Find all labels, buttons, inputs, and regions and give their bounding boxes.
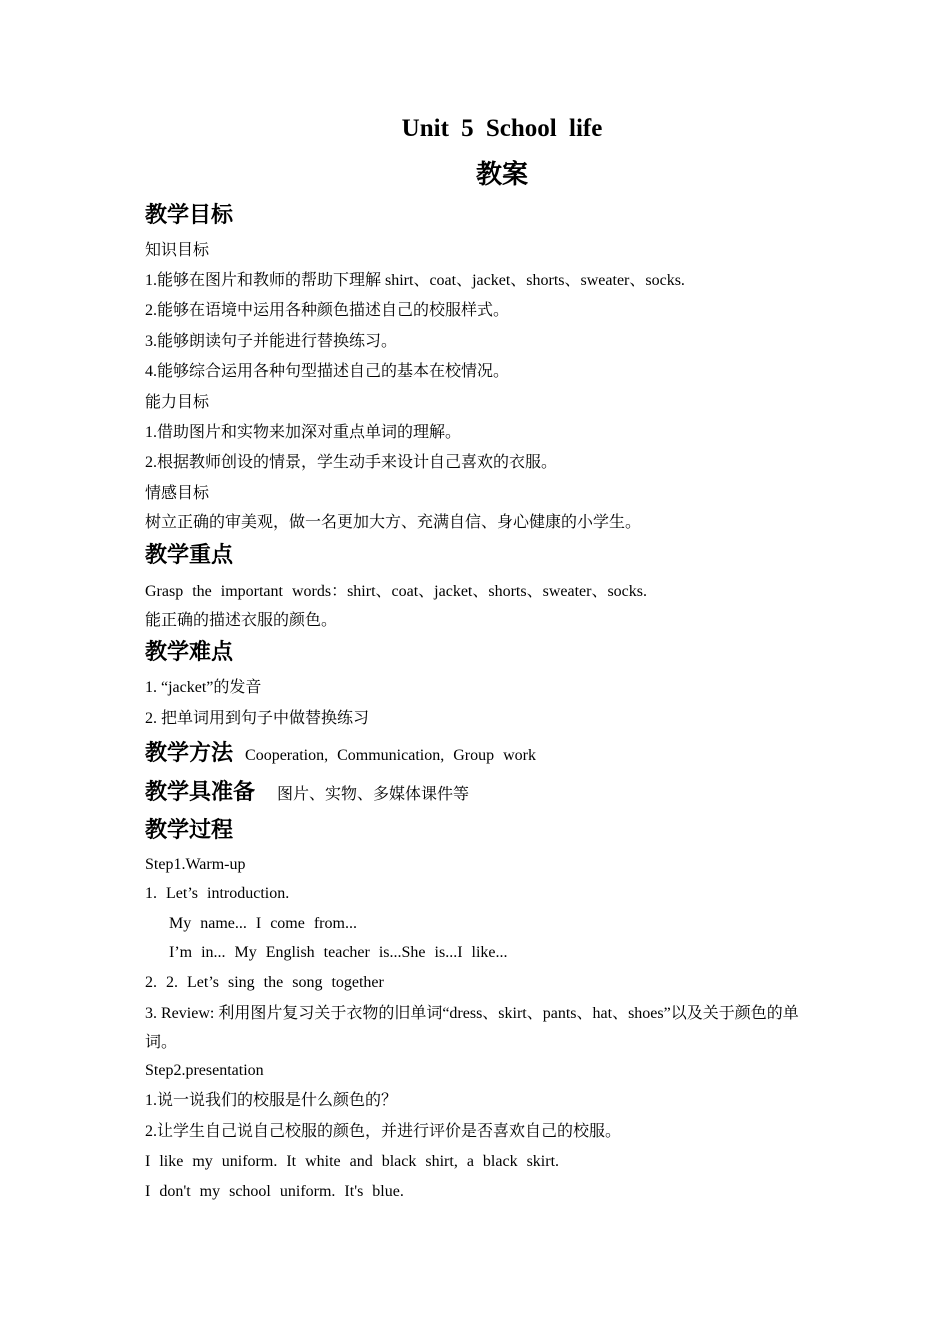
methods-value: Cooperation, Communication, Group work (245, 747, 536, 764)
step2-item-3: I like my uniform. It white and black shirt, a black skirt. (145, 1153, 560, 1170)
knowledge-objective-1: 1.能够在图片和教师的帮助下理解 shirt、coat、jacket、shorts、sweater、socks. (145, 272, 685, 289)
step2-item-4: I don't my school uniform. It's blue. (145, 1183, 404, 1200)
step2-item-2: 2.让学生自己说自己校服的颜色，并进行评价是否喜欢自己的校服。 (145, 1123, 622, 1140)
tools-heading: 教学具准备 (145, 780, 256, 805)
knowledge-objective-2: 2.能够在语境中运用各种颜色描述自己的校服样式。 (145, 302, 510, 319)
step1-item-3: 3. Review: 利用图片复习关于衣物的旧单词“dress、skirt、pants、hat、shoes”以及关于颜色的单 (145, 1005, 799, 1022)
difficulties-heading: 教学难点 (145, 640, 234, 665)
ability-objective-2: 2.根据教师创设的情景，学生动手来设计自己喜欢的衣服。 (145, 454, 558, 471)
step2-item-1: 1.说一说我们的校服是什么颜色的？ (145, 1092, 398, 1109)
step1-item-1-line-b: I’m in... My English teacher is...She is...I like... (169, 944, 508, 961)
emotion-objectives-label: 情感目标 (145, 485, 210, 502)
objectives-heading: 教学目标 (145, 203, 234, 228)
process-heading: 教学过程 (145, 818, 234, 843)
ability-objective-1: 1.借助图片和实物来加深对重点单词的理解。 (145, 424, 462, 441)
document-subtitle: 教案 (475, 160, 528, 189)
knowledge-objective-4: 4.能够综合运用各种句型描述自己的基本在校情况。 (145, 363, 510, 380)
key-point-2: 能正确的描述衣服的颜色。 (145, 612, 338, 629)
methods-heading: 教学方法 (145, 741, 234, 766)
step1-label: Step1.Warm-up (145, 856, 246, 873)
difficulty-2: 2. 把单词用到句子中做替换练习 (145, 710, 370, 727)
tools-row (145, 779, 469, 809)
knowledge-objectives-label: 知识目标 (145, 242, 210, 259)
difficulty-1: 1. “jacket”的发音 (145, 679, 262, 696)
key-points-heading: 教学重点 (145, 543, 234, 568)
step2-label: Step2.presentation (145, 1062, 264, 1079)
step1-item-3-continued: 词。 (145, 1034, 178, 1051)
methods-row (145, 740, 536, 770)
document-title: Unit 5 School life (401, 115, 603, 142)
knowledge-objective-3: 3.能够朗读句子并能进行替换练习。 (145, 333, 398, 350)
ability-objectives-label: 能力目标 (145, 394, 210, 411)
tools-value: 图片、实物、多媒体课件等 (277, 786, 470, 803)
emotion-objective-1: 树立正确的审美观，做一名更加大方、充满自信、身心健康的小学生。 (145, 514, 642, 531)
step1-item-1: 1. Let’s introduction. (145, 885, 290, 902)
key-point-1: Grasp the important words：shirt、coat、jacket、shorts、sweater、socks. (145, 583, 648, 600)
step1-item-1-line-a: My name... I come from... (169, 915, 357, 932)
step1-item-2: 2. 2. Let’s sing the song together (145, 974, 384, 991)
